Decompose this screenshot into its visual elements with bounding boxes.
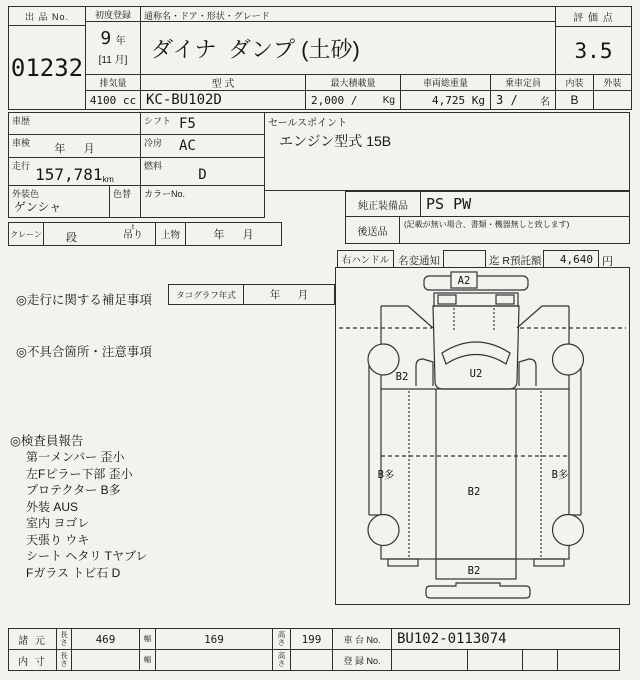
color-change-cell: 色替: [109, 185, 141, 218]
inspector-item: Fガラス トビ石 D: [26, 565, 121, 580]
crane-stage: 段: [66, 232, 77, 244]
damage-label-roof: U2: [469, 368, 483, 380]
equipment-value-cell: PS PW: [420, 191, 630, 217]
deposit-unit: 円: [602, 256, 613, 268]
reg-no-cell-3: [522, 649, 558, 671]
first-reg-year: 9: [100, 28, 112, 49]
vehicle-name-header: 通称名・ドア・形状・グレード: [140, 6, 556, 22]
inner-width-label: 幅: [139, 649, 156, 671]
handle-box: 右ハンドル: [337, 250, 394, 268]
exterior-color-cell: 外装色 ゲンシャ: [8, 185, 110, 218]
model-value: KC-BU102D: [140, 90, 306, 110]
shift-cell: シフト F5: [140, 112, 265, 135]
reg-no-cell-4: [557, 649, 620, 671]
chassis-no-value: BU102-0113074: [391, 628, 620, 650]
dims-height-label: 高さ: [272, 628, 291, 650]
inspector-item: 左Fピラー下部 歪小: [26, 466, 133, 481]
history-cell: 車歴: [8, 112, 141, 135]
mileage-note-title: ◎走行に関する補足事項: [16, 293, 152, 307]
reg-no-cell-1: [391, 649, 468, 671]
capacity-value: 3 / 名: [490, 90, 556, 110]
model-header: 型 式: [140, 74, 306, 91]
lot-no-header: 出 品 No.: [8, 6, 86, 26]
vehicle-diagram-box: [335, 267, 630, 605]
sales-point-box: セールスポイント エンジン型式 15B: [264, 112, 630, 191]
mileage-value: 157,781: [35, 165, 103, 184]
interior-value: B: [555, 90, 594, 110]
crane-lift: 吊り: [123, 230, 143, 241]
damage-label-side-right: B多: [551, 469, 569, 481]
ac-cell: 冷房 AC: [140, 134, 265, 158]
damage-label-side-left: B多: [377, 469, 395, 481]
displacement-value: 4100 cc: [85, 90, 141, 110]
damage-label-tailgate: B2: [467, 565, 481, 577]
max-load-header: 最大積載量: [305, 74, 401, 91]
mileage-cell: 走行 157,781 km: [8, 157, 141, 186]
first-reg-header: 初度登録: [85, 6, 141, 22]
gross-weight-header: 車両総重量: [400, 74, 491, 91]
defect-note-title: ◎不具合箇所・注意事項: [16, 345, 152, 359]
inspector-item: 天張り ウキ: [26, 532, 90, 547]
later-note-cell: (記載が無い場合、書類・機器無しと致します): [399, 216, 630, 244]
dims-width-value: 169: [155, 628, 273, 650]
crane-t-unit: t: [132, 224, 134, 231]
damage-label-cab-left: B2: [395, 371, 409, 383]
displacement-header: 排気量: [85, 74, 141, 91]
capacity-header: 乗車定員: [490, 74, 556, 91]
sales-point-value: エンジン型式 15B: [279, 133, 392, 149]
reg-no-label: 登 録 No.: [332, 649, 392, 671]
chassis-no-label: 車 台 No.: [332, 628, 392, 650]
inner-width-value: [155, 649, 273, 671]
inspector-item: プロテクター B多: [26, 483, 121, 497]
score-value: 3.5: [555, 26, 632, 75]
deposit-box: 4,640: [543, 250, 599, 268]
interior-header: 内装: [555, 74, 594, 91]
inspector-item: シート ヘタリ Tヤブレ: [26, 549, 148, 563]
name-change-label: 名変通知: [398, 255, 440, 267]
score-header: 評 価 点: [555, 6, 632, 27]
reg-no-cell-2: [467, 649, 523, 671]
deposit-label: 迄 R預託額: [489, 255, 542, 267]
max-load-value: 2,000 / Kg: [305, 90, 401, 110]
dims-height-value: 199: [290, 628, 333, 650]
dims-length-label: 長さ: [56, 628, 72, 650]
inspector-item: 外装 AUS: [26, 499, 79, 514]
damage-label-front: A2: [457, 275, 471, 287]
body-header-cell: 上物: [155, 222, 186, 246]
first-reg-month: [11 月]: [98, 55, 128, 66]
crane-detail-cell: [43, 222, 156, 246]
inspector-item: 室内 ヨゴレ: [26, 516, 90, 530]
inspector-item: 第一メンバー 歪小: [26, 450, 125, 464]
damage-label-bed: B2: [467, 486, 481, 498]
first-reg-value: [85, 21, 141, 75]
gross-weight-value: 4,725 Kg: [400, 90, 491, 110]
lot-no-value: 01232: [8, 25, 86, 110]
crane-cell: クレーン: [8, 222, 44, 246]
fuel-cell: 燃料 D: [140, 157, 265, 186]
inspection-cell: 車検 年 月: [8, 134, 141, 158]
inspector-report-list: [26, 449, 148, 581]
inner-length-label: 長さ: [56, 649, 72, 671]
inner-height-value: [290, 649, 333, 671]
dims-length-value: 469: [71, 628, 140, 650]
inner-dims-label-cell: 内 寸: [8, 649, 57, 671]
color-no-cell: カラーNo.: [140, 185, 265, 218]
later-label-cell: 後送品: [345, 216, 400, 244]
truck-top-view-diagram: [336, 268, 629, 604]
tacho-label-cell: タコグラフ年式: [168, 284, 244, 305]
first-reg-year-unit: 年: [115, 36, 126, 47]
mileage-unit: km: [102, 174, 114, 184]
tacho-value-cell: 年 月: [243, 284, 335, 305]
exterior-header: 外装: [593, 74, 632, 91]
dims-label-cell: 諸 元: [8, 628, 57, 650]
inner-length-value: [71, 649, 140, 671]
body-value-cell: 年 月: [185, 222, 282, 246]
exterior-value: [593, 90, 632, 110]
equipment-label-cell: 純正装備品: [345, 191, 421, 217]
vehicle-name-value: ダイナ ダンプ (土砂): [140, 21, 556, 75]
name-change-box: [443, 250, 486, 268]
dims-width-label: 幅: [139, 628, 156, 650]
inner-height-label: 高さ: [272, 649, 291, 671]
inspector-title: ◎検査員報告: [10, 434, 84, 448]
